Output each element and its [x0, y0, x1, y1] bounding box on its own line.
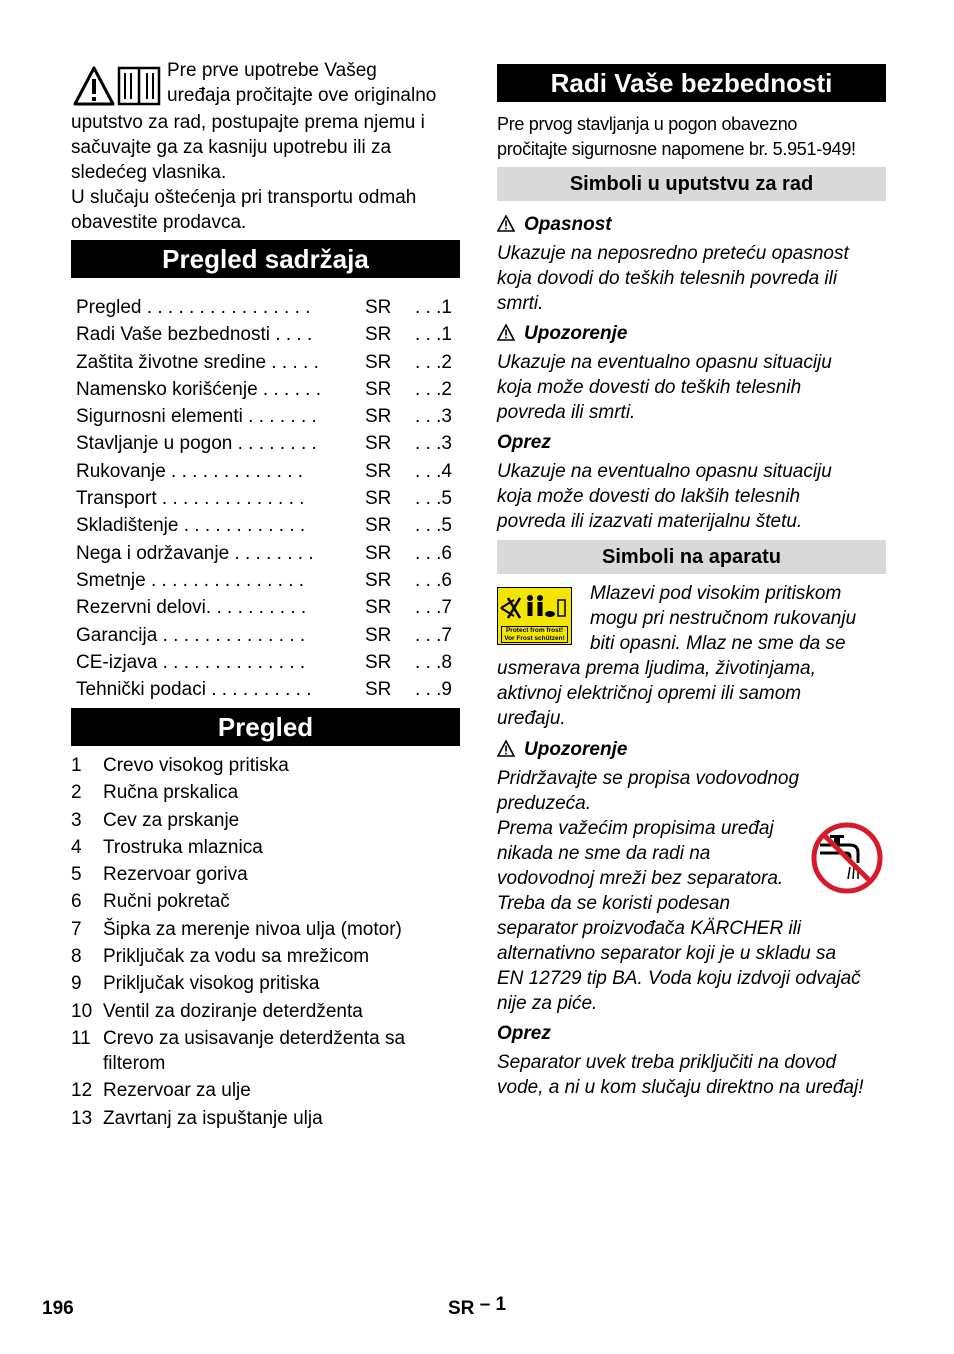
safety-intro — [497, 112, 886, 162]
warning-text — [497, 350, 886, 425]
toc-entry[interactable] — [76, 321, 456, 348]
toc-entry-lang: SR — [365, 569, 392, 591]
no-drinking-water-connection-icon — [810, 821, 884, 895]
overview-item-number: 13 — [71, 1107, 93, 1129]
intro-line: U slučaju oštećenja pri transportu odmah — [71, 187, 417, 208]
toc-entry-title: Sigurnosni elementi . . . . . . . — [76, 406, 317, 428]
toc-entry-title: Zaštita životne sredine . . . . . — [76, 351, 319, 373]
toc-entry-lang: SR — [365, 406, 392, 428]
overview-item — [71, 999, 460, 1024]
toc-entry-title: Radi Vaše bezbednosti . . . . — [76, 324, 313, 346]
overview-item-text: Ručni pokretač — [103, 891, 230, 913]
jets-line: usmerava prema ljudima, životinjama, — [497, 658, 816, 679]
overview-item-text: Ventil za doziranje deterdženta — [103, 1000, 363, 1022]
overview-item-number: 6 — [71, 891, 82, 913]
toc-entry-page: . . .2 — [415, 378, 452, 400]
warning2-label: Upozorenje — [524, 739, 628, 760]
toc-entry-lang: SR — [365, 488, 392, 510]
danger-line: smrti. — [497, 293, 544, 314]
overview-item-number: 8 — [71, 946, 82, 968]
overview-item-number: 1 — [71, 755, 82, 776]
intro-line: uputstvo za rad, postupajte prema njemu i — [71, 112, 425, 133]
toc-entry-page: . . .8 — [415, 651, 452, 673]
toc-entry-title: Smetnje . . . . . . . . . . . . . . . — [76, 569, 305, 591]
jets-line: aktivnoj električnoj opremi ili samom — [497, 683, 802, 704]
safety-intro-line: Pre prvog stavljanja u pogon obavezno — [497, 114, 798, 134]
toc-entry-page: . . .3 — [415, 406, 452, 428]
sticker-text: Vor Frost schützen! — [504, 634, 565, 642]
toc-entry-page: . . .1 — [415, 324, 452, 346]
caution2-line: Separator uvek treba priključiti na dovod — [497, 1052, 837, 1073]
toc-entry-title: Transport . . . . . . . . . . . . . . — [76, 488, 305, 510]
intro-line: uređaja pročitajte ove originalno — [167, 85, 437, 106]
toc-entry[interactable] — [76, 458, 456, 485]
jets-line: uređaju. — [497, 708, 566, 729]
warning-line: Ukazuje na eventualno opasnu situaciju — [497, 352, 832, 373]
toc-entry-title: Skladištenje . . . . . . . . . . . . — [76, 515, 306, 537]
overview-item-text: Zavrtanj za ispuštanje ulja — [103, 1107, 323, 1129]
toc-entry[interactable] — [76, 540, 456, 567]
toc-entry-lang: SR — [365, 597, 392, 619]
footer-lang-page — [448, 1294, 507, 1320]
danger-line: koja dovodi do teških telesnih povreda ili — [497, 268, 838, 289]
overview-item — [71, 835, 460, 860]
water-line: EN 12729 tip BA. Voda koju izdvoji odvajač — [497, 968, 861, 989]
warning-triangle-icon — [73, 66, 115, 106]
toc-entry[interactable] — [76, 622, 456, 649]
water-line: nije za piće. — [497, 993, 598, 1014]
water-line: nikada ne sme da radi na — [497, 843, 711, 864]
toc-entry-lang: SR — [365, 324, 392, 346]
overview-item — [71, 1026, 460, 1076]
toc-entry-page: . . .4 — [415, 460, 452, 482]
overview-item — [71, 862, 460, 887]
jets-line: mogu pri nestručnom rukovanju — [590, 608, 857, 629]
safety-intro-line: pročitajte sigurnosne napomene br. 5.951-949! — [497, 139, 856, 159]
caution-label: Oprez — [497, 432, 551, 453]
toc-entry-page: . . .6 — [415, 542, 452, 564]
warning2-label-row — [497, 737, 627, 762]
toc-entry-lang: SR — [365, 378, 392, 400]
danger-label: Opasnost — [524, 214, 612, 235]
overview-item — [71, 753, 460, 778]
symbols-device-heading: Simboli na aparatu — [497, 540, 886, 574]
overview-item-number: 11 — [71, 1027, 91, 1049]
warning-label-row — [497, 321, 627, 346]
toc-entry[interactable] — [76, 594, 456, 621]
caution2-text — [497, 1050, 886, 1100]
page-number: 196 — [42, 1298, 74, 1319]
overview-item-text: Cev za prskanje — [103, 809, 240, 831]
caution-line: povreda ili izazvati materijalnu štetu. — [497, 511, 803, 532]
toc-entry[interactable] — [76, 294, 456, 321]
danger-line: Ukazuje na neposredno preteću opasnost — [497, 243, 849, 264]
toc-entry[interactable] — [76, 376, 456, 403]
overview-item-text: Crevo za usisavanje deterdženta sa filterom — [103, 1027, 406, 1074]
warning-label: Upozorenje — [524, 323, 628, 344]
toc-entry[interactable] — [76, 430, 456, 457]
danger-text — [497, 241, 886, 316]
overview-item — [71, 780, 460, 805]
caution-line: Ukazuje na eventualno opasnu situaciju — [497, 461, 832, 482]
overview-item — [71, 917, 460, 942]
water-line: Treba da se koristi podesan — [497, 893, 731, 914]
overview-item — [71, 944, 460, 969]
warning-line: koja može dovesti do teških telesnih — [497, 377, 802, 398]
toc-entry-page: . . .9 — [415, 679, 452, 701]
toc-entry-title: Garancija . . . . . . . . . . . . . . — [76, 624, 306, 646]
toc-entry[interactable] — [76, 676, 456, 703]
toc-entry-lang: SR — [365, 433, 392, 455]
overview-item-text: Šipka za merenje nivoa ulja (motor) — [103, 918, 402, 940]
toc-entry-title: Nega i održavanje . . . . . . . . — [76, 542, 314, 564]
danger-label-row — [497, 212, 612, 237]
overview-item-text: Priključak za vodu sa mrežicom — [103, 946, 370, 968]
toc-entry-lang: SR — [365, 515, 392, 537]
warning-line: povreda ili smrti. — [497, 402, 636, 423]
overview-item-number: 3 — [71, 809, 82, 831]
water-text-full — [497, 916, 886, 1016]
intro-line: Pre prve upotrebe Vašeg — [167, 60, 377, 81]
caution2-label: Oprez — [497, 1023, 551, 1044]
toc-entry-title: Tehnički podaci . . . . . . . . . . — [76, 679, 312, 701]
toc-entry-page: . . .5 — [415, 488, 452, 510]
jets-text-short — [590, 581, 886, 656]
toc-heading: Pregled sadržaja — [71, 240, 460, 278]
toc-entry-page: . . .7 — [415, 597, 452, 619]
overview-item — [71, 1106, 460, 1131]
toc-entry-page: . . .7 — [415, 624, 452, 646]
footer-dash-page: – 1 — [479, 1294, 507, 1315]
toc-entry-page: . . .2 — [415, 351, 452, 373]
toc-entry[interactable] — [76, 649, 456, 676]
toc-entry-title: Rezervni delovi. . . . . . . . . . — [76, 597, 307, 619]
overview-item — [71, 971, 460, 996]
overview-item-text: Crevo visokog pritiska — [103, 755, 289, 776]
water-line: Pridržavajte se propisa vodovodnog — [497, 768, 800, 789]
overview-item-number: 5 — [71, 864, 82, 886]
caution2-line: vode, a ni u kom slučaju direktno na uređaj! — [497, 1077, 864, 1098]
safety-heading: Radi Vaše bezbednosti — [497, 64, 886, 102]
toc-entry-page: . . .3 — [415, 433, 452, 455]
water-line: separator proizvođača KÄRCHER ili — [497, 918, 802, 939]
toc-entry-lang: SR — [365, 651, 392, 673]
overview-heading: Pregled — [71, 708, 460, 746]
water-text-short — [497, 816, 807, 916]
intro-line: sledećeg vlasnika. — [71, 162, 227, 183]
overview-item-text: Priključak visokog pritiska — [103, 973, 320, 995]
device-sticker — [497, 587, 572, 645]
water-line: vodovodnoj mreži bez separatora. — [497, 868, 784, 889]
overview-list — [71, 753, 460, 1133]
high-pressure-jet-icon — [498, 590, 570, 626]
toc-entry-page: . . .6 — [415, 569, 452, 591]
toc-entry-lang: SR — [365, 542, 392, 564]
toc-entry-title: Stavljanje u pogon . . . . . . . . — [76, 433, 317, 455]
toc-entry-page: . . .1 — [415, 297, 452, 318]
overview-item-text: Rezervoar goriva — [103, 864, 248, 886]
overview-item-number: 2 — [71, 782, 82, 804]
toc-entry-lang: SR — [365, 679, 392, 701]
jets-line: Mlazevi pod visokim pritiskom — [590, 583, 842, 604]
overview-item-number: 10 — [71, 1000, 93, 1022]
toc-entry[interactable] — [76, 512, 456, 539]
overview-item-text: Ručna prskalica — [103, 782, 239, 804]
toc-entry[interactable] — [76, 485, 456, 512]
overview-item — [71, 808, 460, 833]
water-line: Prema važećim propisima uređaj — [497, 818, 774, 839]
overview-item-text: Trostruka mlaznica — [103, 836, 263, 858]
warning-triangle-icon — [497, 324, 515, 341]
toc-entry-lang: SR — [365, 351, 392, 373]
toc-entry-page: . . .5 — [415, 515, 452, 537]
water-line: alternativno separator koji je u skladu sa — [497, 943, 837, 964]
intro-line: obavestite prodavca. — [71, 212, 247, 233]
overview-item-number: 4 — [71, 836, 82, 858]
toc-entry-title: Rukovanje . . . . . . . . . . . . . — [76, 460, 304, 482]
toc-entry-title: Namensko korišćenje . . . . . . — [76, 378, 321, 400]
toc-entry-title: CE-izjava . . . . . . . . . . . . . . — [76, 651, 306, 673]
intro-line: sačuvajte ga za kasniju upotrebu ili za — [71, 137, 392, 158]
overview-item-number: 12 — [71, 1080, 93, 1102]
toc-entry-lang: SR — [365, 460, 392, 482]
warning-triangle-icon — [497, 740, 515, 757]
sticker-caption — [501, 626, 568, 643]
symbols-manual-heading: Simboli u uputstvu za rad — [497, 167, 886, 201]
toc-entry[interactable] — [76, 349, 456, 376]
overview-item-number: 9 — [71, 973, 82, 995]
caution-line: koja može dovesti do lakših telesnih — [497, 486, 801, 507]
water-line: preduzeća. — [497, 793, 592, 814]
overview-item — [71, 1078, 460, 1103]
jets-line: biti opasni. Mlaz ne sme da se — [590, 633, 846, 654]
overview-item-number: 7 — [71, 918, 82, 940]
overview-item — [71, 889, 460, 914]
caution-text — [497, 459, 886, 534]
toc-entry-lang: SR — [365, 624, 392, 646]
sticker-text: Protect from frost! — [505, 627, 564, 634]
intro-block — [71, 58, 460, 235]
toc-entry[interactable] — [76, 567, 456, 594]
water-text-a — [497, 766, 886, 816]
jets-text-full — [497, 656, 886, 731]
toc-entry-title: Pregled . . . . . . . . . . . . . . . . — [76, 297, 311, 318]
warning-triangle-icon — [497, 215, 515, 232]
toc-entry[interactable] — [76, 403, 456, 430]
manual-book-icon — [117, 66, 161, 106]
footer-lang: SR — [448, 1298, 475, 1319]
toc-entry-lang: SR — [365, 297, 392, 318]
overview-item-text: Rezervoar za ulje — [103, 1080, 251, 1102]
table-of-contents — [76, 294, 456, 703]
intro-icons — [71, 64, 161, 110]
